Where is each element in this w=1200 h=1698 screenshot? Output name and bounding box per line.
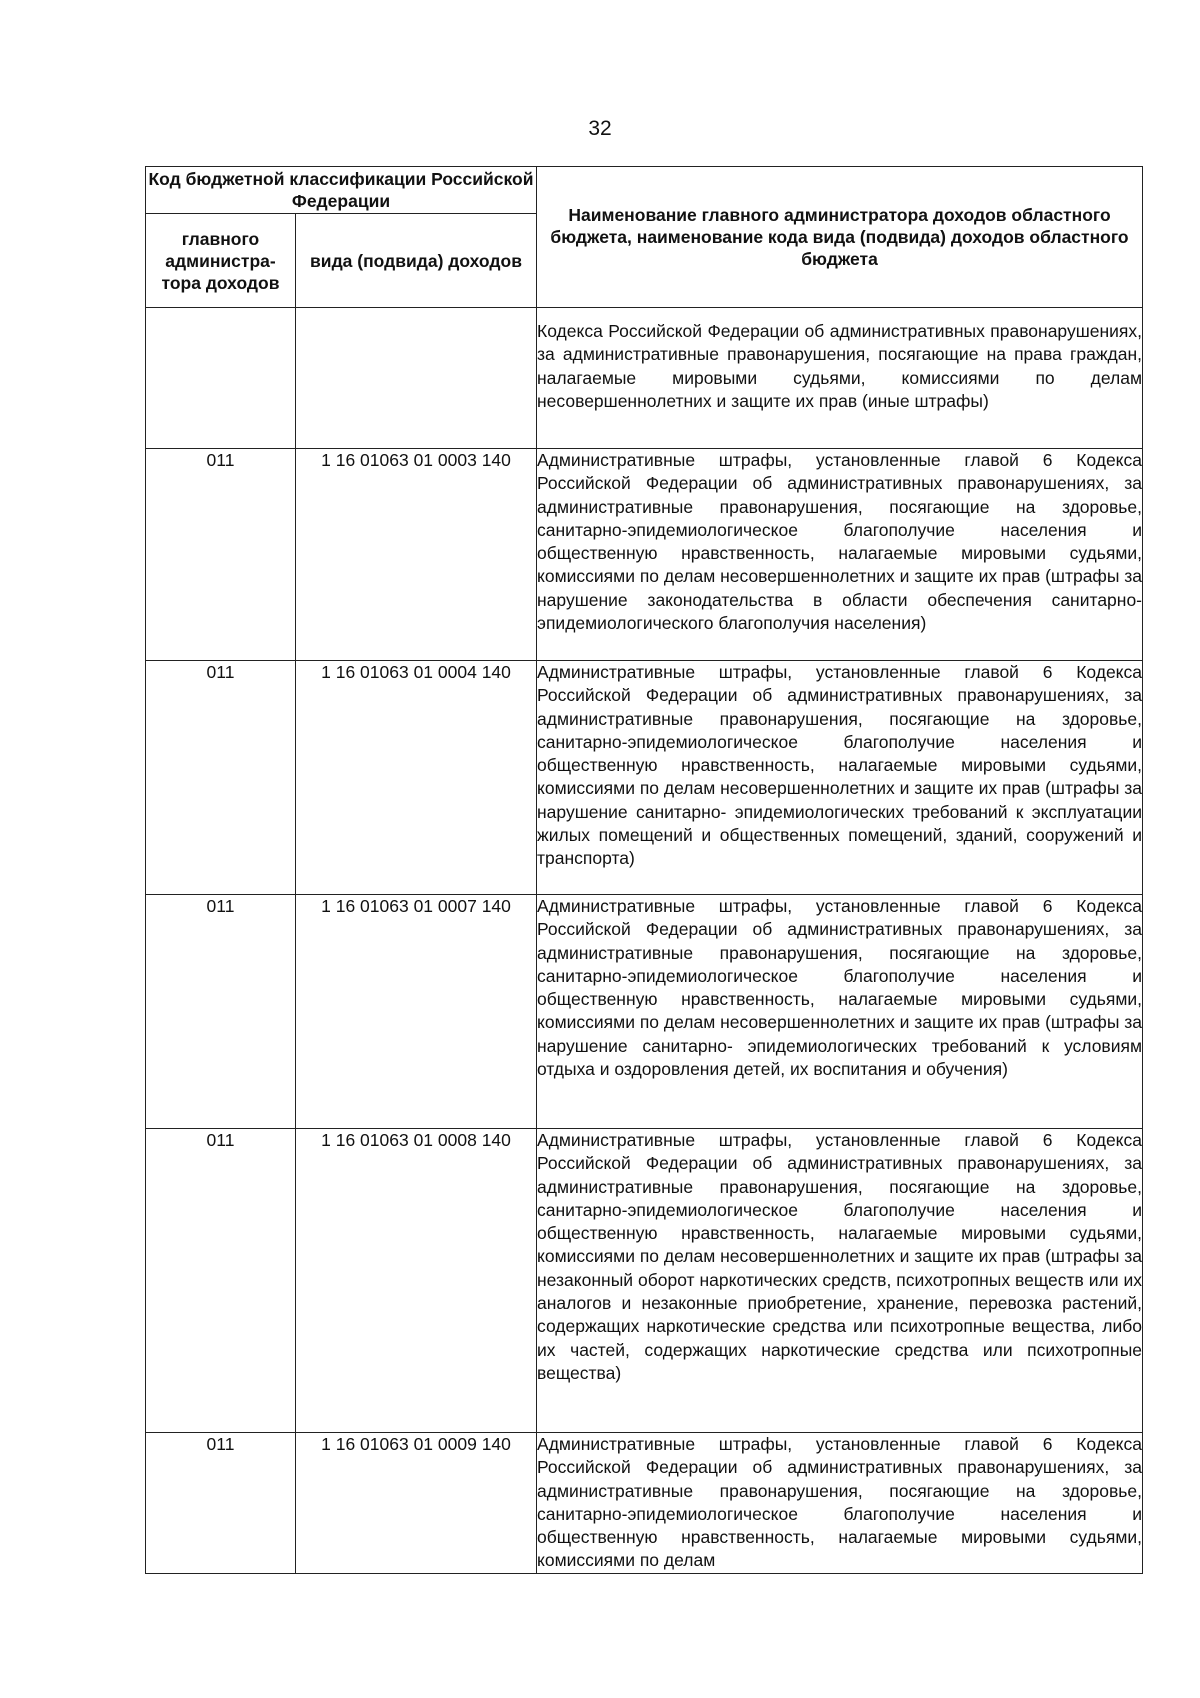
cell-admin-code: 011	[146, 449, 296, 661]
cell-admin-code: 011	[146, 1129, 296, 1433]
cell-admin-code: 011	[146, 1433, 296, 1574]
cell-income-name: Административные штрафы, установленные главой 6 Кодекса Российской Федерации об административных правонарушениях, за административные правонарушения, посягающие на здоровье, санитарно-эпидемиологическое благополучие населения и общественную нравственность, налагаемые мировыми судьями, комиссиями по делам несовершеннолетних и защите их прав (штрафы за незаконный оборот наркотических средств, психотропных веществ или их аналогов и незаконные приобретение, хранение, перевозка растений, содержащих наркотические средства или психотропные вещества, либо их частей, содержащих наркотические средства или психотропные вещества)	[537, 1129, 1143, 1433]
header-col-name: Наименование главного администратора доходов областного бюджета, наименование кода вида (подвида) доходов областного бюджета	[537, 167, 1143, 308]
table-row	[146, 1433, 1143, 1574]
cell-income-name: Административные штрафы, установленные главой 6 Кодекса Российской Федерации об административных правонарушениях, за административные правонарушения, посягающие на здоровье, санитарно-эпидемиологическое благополучие населения и общественную нравственность, налагаемые мировыми судьями, комиссиями по делам	[537, 1433, 1143, 1574]
table-row	[146, 449, 1143, 661]
cell-income-code: 1 16 01063 01 0009 140	[296, 1433, 537, 1574]
table-row	[146, 1129, 1143, 1433]
cell-income-name: Административные штрафы, установленные главой 6 Кодекса Российской Федерации об административных правонарушениях, за административные правонарушения, посягающие на здоровье, санитарно-эпидемиологическое благополучие населения и общественную нравственность, налагаемые мировыми судьями, комиссиями по делам несовершеннолетних и защите их прав (штрафы за нарушение законодательства в области обеспечения санитарно- эпидемиологического благополучия населения)	[537, 449, 1143, 661]
cell-admin-code	[146, 308, 296, 449]
header-row-top	[146, 167, 1143, 214]
header-group-budget-code: Код бюджетной классификации Российской Федерации	[146, 167, 537, 214]
budget-classification-table	[145, 166, 1143, 1574]
cell-income-name: Административные штрафы, установленные главой 6 Кодекса Российской Федерации об административных правонарушениях, за административные правонарушения, посягающие на здоровье, санитарно-эпидемиологическое благополучие населения и общественную нравственность, налагаемые мировыми судьями, комиссиями по делам несовершеннолетних и защите их прав (штрафы за нарушение санитарно- эпидемиологических требований к эксплуатации жилых помещений и общественных помещений, зданий, сооружений и транспорта)	[537, 661, 1143, 895]
table-row	[146, 895, 1143, 1129]
cell-income-code: 1 16 01063 01 0004 140	[296, 661, 537, 895]
cell-income-code: 1 16 01063 01 0003 140	[296, 449, 537, 661]
cell-income-code	[296, 308, 537, 449]
cell-admin-code: 011	[146, 661, 296, 895]
cell-income-code: 1 16 01063 01 0008 140	[296, 1129, 537, 1433]
cell-admin-code: 011	[146, 895, 296, 1129]
cell-income-name: Административные штрафы, установленные главой 6 Кодекса Российской Федерации об административных правонарушениях, за административные правонарушения, посягающие на здоровье, санитарно-эпидемиологическое благополучие населения и общественную нравственность, налагаемые мировыми судьями, комиссиями по делам несовершеннолетних и защите их прав (штрафы за нарушение санитарно- эпидемиологических требований к условиям отдыха и оздоровления детей, их воспитания и обучения)	[537, 895, 1143, 1129]
table-row	[146, 308, 1143, 449]
cell-income-code: 1 16 01063 01 0007 140	[296, 895, 537, 1129]
page-number: 32	[588, 117, 612, 140]
header-col-kind: вида (подвида) доходов	[296, 214, 537, 308]
table-row	[146, 661, 1143, 895]
header-col-admin: главного администра-тора доходов	[146, 214, 296, 308]
cell-income-name: Кодекса Российской Федерации об административных правонарушениях, за административные правонарушения, посягающие на права граждан, налагаемые мировыми судьями, комиссиями по делам несовершеннолетних и защите их прав (иные штрафы)	[537, 308, 1143, 449]
